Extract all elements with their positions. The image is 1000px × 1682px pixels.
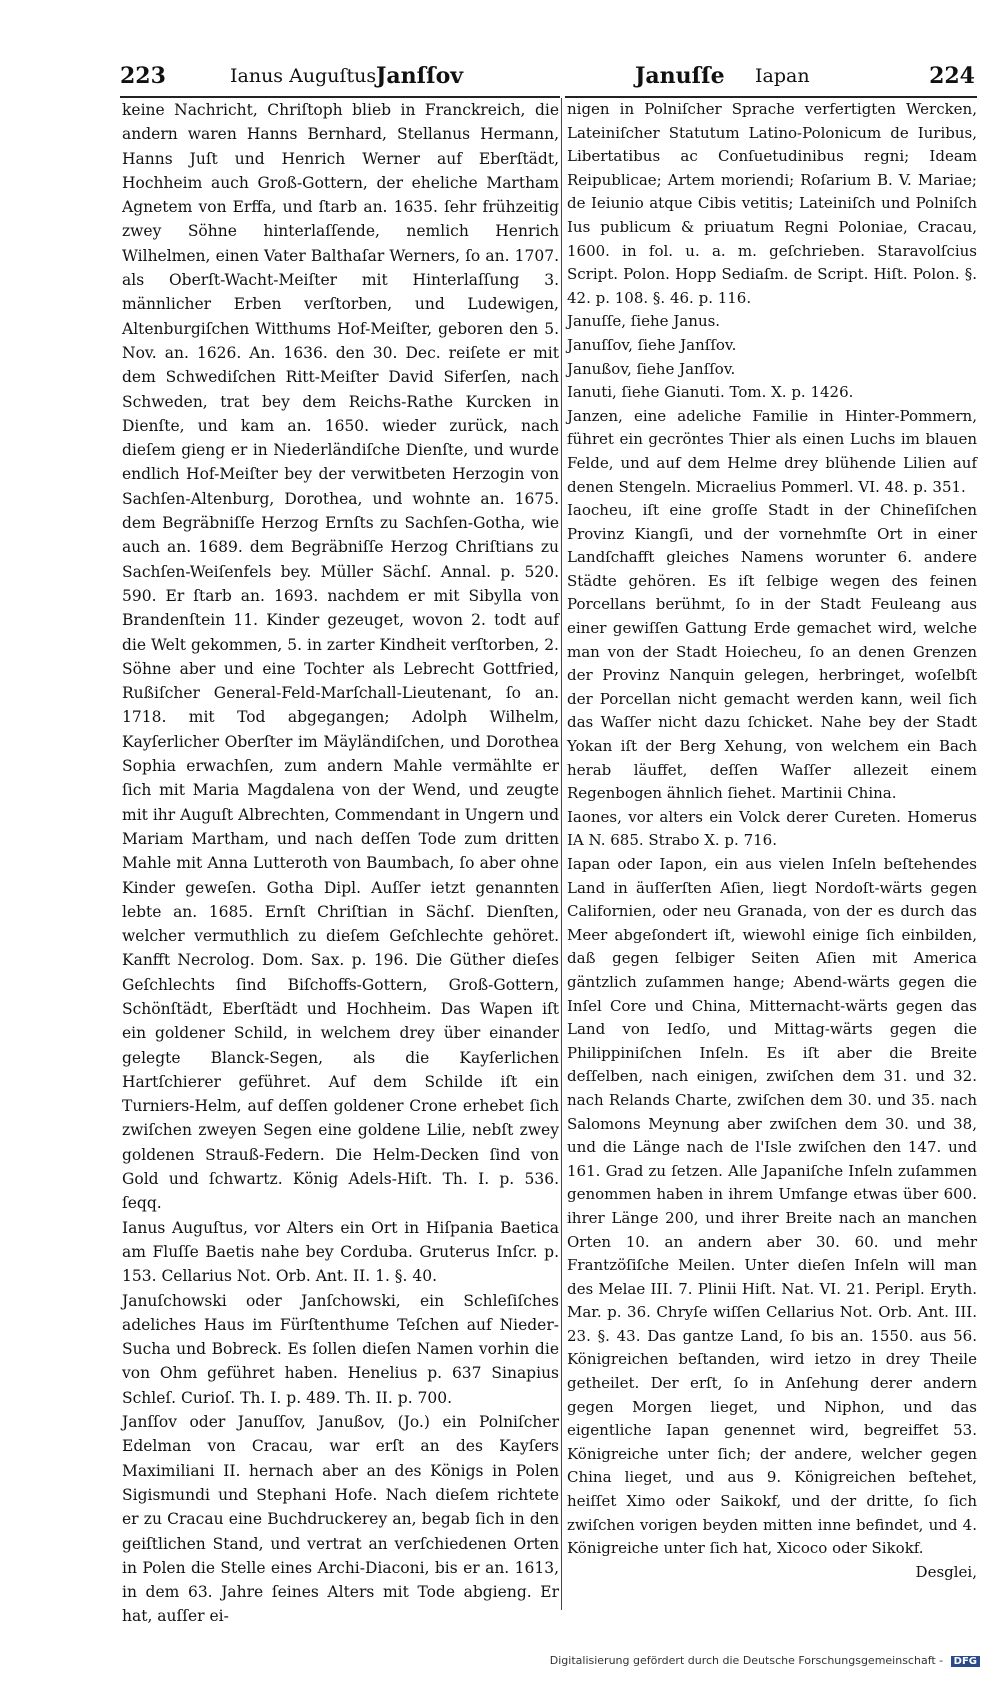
entry-paragraph: keine Nachricht, Chriſtoph blieb in Franckreich, die andern waren Hanns Bernhard, Stellanus Hermann, Hanns Juſt und Henrich Werner auf Eberſtädt, Hochheim auch Groß-Gottern, der eheliche Martham Agnetem von Erffa, und ſtarb an. 1635. ſehr frühzeitig zwey Söhne hinterlaſſende, nemlich Henrich Wilhelmen, einen Vater Balthaſar Werners, ſo an. 1707. als Oberſt-Wacht-Meiſter mit Hinterlaſſung 3. männlicher Erben verſtorben, und Ludewigen, Altenburgiſchen Witthums Hof-Meiſter, geboren den 5. Nov. an. 1626. An. 1636. den 30. Dec. reiſete er mit dem Schwediſchen Ritt-Meiſter David Siferſen, nach Schweden, trat bey dem Reichs-Rathe Kurcken in Dienſte, und kam an. 1650. wieder zurück, nach dieſem gieng er in Niederländiſche Dienſte, und wurde endlich Hof-Meiſter bey der verwitbeten Herzogin von Sachſen-Altenburg, Dorothea, und wohnte an. 1675. dem Begräbniſſe Herzog Ernſts zu Sachſen-Gotha, wie auch an. 1689. dem Begräbniſſe Herzog Chriſtians zu Sachſen-Weiſenfels bey. Müller Sächſ. Annal. p. 520. 590. Er ſtarb an. 1693. nachdem er mit Sibylla von Brandenſtein 11. Kinder gezeuget, wovon 2. todt auf die Welt gekommen, 5. in zarter Kindheit verſtorben, 2. Söhne aber und eine Tochter als Lebrecht Gottfried, Rußiſcher General-Feld-Marſchall-Lieutenant, ſo an. 1718. mit Tod abgegangen; Adolph Wilhelm, Kayſerlicher Oberſter im Mäyländiſchen, und Dorothea Sophia erwachſen, zum andern Mahle vermählte er ſich mit Maria Magdalena von der Wend, und zeugte mit ihr Auguſt Albrechten, Commendant in Ungern und Mariam Martham, und nach deſſen Tode zum dritten Mahle mit Anna Lutteroth von Baumbach, ſo aber ohne Kinder geweſen. Gotha Dipl. Auſſer ietzt genannten lebte an. 1685. Ernſt Chriſtian in Sächſ. Dienſten, welcher vermuthlich zu dieſem Geſchlechte gehöret. Kanfft Necrolog. Dom. Sax. p. 196. Die Güther dieſes Geſchlechts ſind Biſchoffs-Gottern, Groß-Gottern, Schönſtädt, Eberſtädt und Hochheim. Das Wapen iſt ein goldener Schild, in welchem drey über einander gelegte Blanck-Segen, als die Kayſerlichen Hartſchierer geführet. Auf dem Schilde iſt ein Turniers-Helm, auf deſſen goldener Crone erhebet ſich zwiſchen zweyen Segen eine goldene Lilie, nebſt zwey goldenen Strauß-Federn. Die Helm-Decken ſind von Gold und ſchwartz. König Adels-Hiſt. Th. I. p. 536. ſeqq. — [122, 101, 559, 1213]
left-running-title: Ianus Auguſtus — [230, 65, 377, 87]
right-catchword: Januſſe — [635, 63, 725, 89]
entry-paragraph: nigen in Polniſcher Sprache verfertigten Wercken, Lateiniſcher Statutum Latino-Polonicum de Iuribus, Libertatibus ac Conſuetudinibus regni; Ideam Reipublicae; Artem moriendi; Roſarium B. V. Mariae; de Ieiunio atque Cibis vetitis; Lateiniſch und Polniſch Ius publicum & priuatum Regni Poloniae, Cracau, 1600. in fol. u. a. m. geſchrieben. Staravolſcius Script. Polon. Hopp Sediaſm. de Script. Hiſt. Polon. §. 42. p. 108. §. 46. p. 116. — [567, 100, 977, 307]
footer-credit: Digitalisierung gefördert durch die Deutsche Forschungsgemeinschaft - — [549, 1654, 944, 1667]
entry-janzen: Janzen, eine adeliche Familie in Hinter-Pommern, führet ein gecröntes Thier als einen Luchs im blauen Felde, und auf dem Helme drey blühende Lilien auf denen Stengeln. Micraelius Pommerl. VI. 48. p. 351. — [567, 406, 977, 496]
entry-iaones: Iaones, vor alters ein Volck derer Cureten. Homerus ΙΑ N. 685. Strabo X. p. 716. — [567, 807, 977, 850]
right-page-header — [565, 58, 975, 94]
footer — [550, 1654, 980, 1667]
right-catchword-bottom: Desglei, — [915, 1562, 977, 1581]
entry-ianus-augustus: Ianus Auguſtus, vor Alters ein Ort in Hiſpania Baetica am Fluſſe Baetis nahe bey Corduba. Gruterus Inſcr. p. 153. Cellarius Not. Orb. Ant. II. 1. §. 40. — [122, 1218, 559, 1286]
entry-iapan: Iapan oder Iapon, ein aus vielen Inſeln beſtehendes Land in äuſſerſten Aſien, liegt Nordoſt-wärts gegen Californien, oder neu Granada, von der es durch das Meer abgeſondert iſt, wiewohl einige ſich einbilden, daß gegen ſelbiger Seiten Aſien mit America gäntzlich zuſammen hange; Abend-wärts gegen die Inſel Core und China, Mitternacht-wärts gegen das Land von Iedſo, und Mittag-wärts gegen die Philippiniſchen Inſeln. Es iſt aber die Breite deſſelben, nach einigen, zwiſchen dem 31. und 32. nach Relands Charte, zwiſchen dem 30. und 35. nach Salomons Meynung aber zwiſchen dem 30. und 38, und die Länge nach de l'Isle zwiſchen den 147. und 161. Grad zu ſetzen. Alle Japaniſche Inſeln zuſammen genommen haben in ihrem Umfange etwas über 600. ihrer Länge 200, und ihrer Breite nach an manchen Orten 10. an andern aber 30. 60. und mehr Frantzöſiſche Meilen. Unter dieſen Inſeln will man des Melae III. 7. Plinii Hiſt. Nat. VI. 21. Peripl. Eryth. Mar. p. 36. Chryſe wiſſen Cellarius Not. Orb. Ant. III. 23. §. 43. Das gantze Land, ſo bis an. 1550. aus 56. Königreichen beſtanden, wird ietzo in drey Theile getheilet. Der erſt, ſo in Anſehung derer andern gegen Morgen lieget, und Niphon, und das eigentliche Iapan genennet wird, begreiffet 53. Königreiche unter ſich; der andere, welcher gegen China lieget, und aus 9. Königreichen beſtehet, heiſſet Ximo oder Saikokf, und der dritte, ſo ſich zwiſchen vorigen beyden mitten inne befindet, und 4. Königreiche unter ſich hat, Xicoco oder Sikokf. — [567, 855, 977, 1558]
left-page-number: 223 — [120, 63, 166, 89]
entry-ianuti: Ianuti, ſiehe Gianuti. Tom. X. p. 1426. — [567, 383, 854, 402]
right-running-title: Iapan — [755, 65, 810, 87]
left-column — [122, 98, 559, 1629]
entry-iaocheu: Iaocheu, iſt eine groſſe Stadt in der Chineſiſchen Provinz Kiangſi, und der vornehmſte Ort in einer Landſchafft gleiches Namens worunter 6. andere Städte gehören. Es iſt ſelbige wegen des feinen Porcellans berühmt, ſo in der Stadt Feuleang aus einer gewiſſen Gattung Erde gemachet wird, welche man von der Stadt Hoiecheu, ſo an denen Grenzen der Provinz Nanquin gelegen, herbringet, woſelbſt der Porcellan nicht gemacht werden kann, weil ſich das Waſſer nicht dazu ſchicket. Nahe bey der Stadt Yokan iſt der Berg Xehung, von welchem ein Bach herab läuffet, deſſen Waſſer allezeit einem Regenbogen ähnlich ſiehet. Martinii China. — [567, 501, 977, 803]
entry-janussov-2: Janußov, ſiehe Janſſov. — [567, 359, 736, 378]
column-divider — [561, 98, 562, 1610]
entry-januschowski: Januſchowski oder Janſchowski, ein Schleſiſches adeliches Haus im Fürſtenthume Teſchen auf Nieder-Sucha und Bobreck. Es ſollen dieſen Namen vorhin die von Ohm geführet haben. Henelius p. 637 Sinapius Schleſ. Curioſ. Th. I. p. 489. Th. II. p. 700. — [122, 1291, 559, 1407]
left-catchword: Janſſov — [376, 63, 464, 89]
right-page-number: 224 — [929, 63, 975, 89]
entry-janssov: Janſſov oder Januſſov, Janußov, (Jo.) ein Polniſcher Edelman von Cracau, war erſt an des Kayſers Maximiliani II. hernach aber an des Königs in Polen Sigismundi und Stephani Hofe. Nach dieſem richtete er zu Cracau eine Buchdruckerey an, begab ſich in den geiſtlichen Stand, und vertrat an verſchiedenen Orten in Polen die Stelle eines Archi-Diaconi, bis er an. 1613, in dem 63. Jahre ſeines Alters mit Tode abgieng. Er hat, auſſer ei- — [122, 1413, 559, 1626]
dfg-logo: DFG — [951, 1656, 980, 1667]
entry-janussov: Januſſov, ſiehe Janſſov. — [567, 335, 737, 354]
right-column — [567, 98, 977, 1584]
left-page-header — [120, 58, 530, 94]
entry-janusse: Januſſe, ſiehe Janus. — [567, 312, 721, 331]
